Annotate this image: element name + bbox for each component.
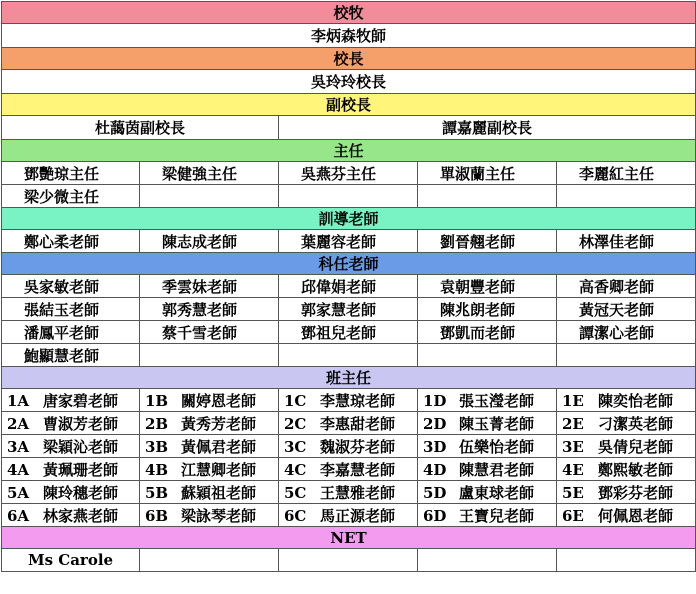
class-teacher-name: 黃佩君老師 — [181, 437, 257, 456]
staff-table — [1, 1, 696, 572]
heads-cell: 李麗紅主任 — [557, 162, 696, 185]
table-row — [2, 504, 696, 527]
class-teacher-name: 蘇穎祖老師 — [181, 483, 257, 502]
heads-cell: 鄧艷琼主任 — [2, 162, 140, 185]
subject-cell — [279, 344, 418, 367]
principal-row — [2, 24, 696, 48]
class-teacher-cell — [140, 458, 279, 481]
heads-cell — [140, 185, 279, 208]
class-code: 2D — [423, 414, 447, 433]
subject-cell: 蔡千雪老師 — [140, 321, 279, 344]
class-teacher-cell — [140, 412, 279, 435]
headmaster-name: 吳玲玲校長 — [2, 70, 696, 94]
class-teacher-name: 鄧彩芬老師 — [598, 483, 674, 502]
subject-header-row — [2, 253, 696, 275]
class-teacher-name: 吳倩兒老師 — [598, 437, 674, 456]
class-code: 6A — [7, 506, 30, 525]
net-cell — [557, 549, 696, 572]
class-code: 4B — [145, 460, 169, 479]
class-code: 4C — [284, 460, 307, 479]
class-code: 3C — [284, 437, 307, 456]
class-code: 4A — [7, 460, 30, 479]
class-code: 3D — [423, 437, 447, 456]
class-teacher-name: 江慧卿老師 — [181, 460, 257, 479]
class-teacher-name: 黃珮珊老師 — [43, 460, 119, 479]
class-code: 6C — [284, 506, 307, 525]
class-teacher-cell — [557, 481, 696, 504]
class-code: 1E — [562, 391, 584, 410]
class-code: 6B — [145, 506, 169, 525]
class-code: 1B — [145, 391, 169, 410]
class-teacher-cell — [557, 504, 696, 527]
class-teacher-cell — [418, 458, 557, 481]
class-teacher-name: 何佩恩老師 — [598, 506, 674, 525]
class-teacher-cell — [557, 412, 696, 435]
table-row — [2, 344, 696, 367]
heads-cell: 單淑蘭主任 — [418, 162, 557, 185]
subject-header: 科任老師 — [2, 253, 696, 275]
class-code: 2A — [7, 414, 30, 433]
class-code: 5B — [145, 483, 169, 502]
vice-header: 副校長 — [2, 94, 696, 116]
class-teacher-name: 梁詠琴老師 — [181, 506, 257, 525]
class-teacher-cell — [140, 389, 279, 412]
class-teacher-name: 陳慧君老師 — [459, 460, 535, 479]
discipline-cell: 陳志成老師 — [140, 230, 279, 253]
class-teacher-name: 魏淑芬老師 — [320, 437, 396, 456]
class-code: 4D — [423, 460, 447, 479]
class-teacher-cell — [557, 458, 696, 481]
heads-cell: 梁健強主任 — [140, 162, 279, 185]
class-teacher-cell — [140, 504, 279, 527]
vice-name: 譚嘉麗副校長 — [279, 116, 696, 140]
class_teachers-header-row — [2, 367, 696, 389]
table-row — [2, 481, 696, 504]
class-code: 2B — [145, 414, 169, 433]
class-teacher-name: 唐家碧老師 — [43, 391, 119, 410]
headmaster-row — [2, 70, 696, 94]
class-code: 5A — [7, 483, 30, 502]
class-teacher-cell — [418, 389, 557, 412]
class-code: 1D — [423, 391, 447, 410]
table-row — [2, 230, 696, 253]
subject-cell: 鮑顯慧老師 — [2, 344, 140, 367]
class-teacher-name: 關婷恩老師 — [181, 391, 257, 410]
heads-cell: 梁少微主任 — [2, 185, 140, 208]
class-code: 2C — [284, 414, 307, 433]
net-cell — [418, 549, 557, 572]
table-row — [2, 549, 696, 572]
vice-row — [2, 116, 696, 140]
headmaster-header: 校長 — [2, 48, 696, 70]
subject-cell — [418, 344, 557, 367]
class-teacher-name: 李慧琼老師 — [320, 391, 396, 410]
net-header-row — [2, 527, 696, 549]
subject-cell: 高香卿老師 — [557, 275, 696, 298]
class-teacher-cell — [2, 412, 140, 435]
discipline-cell: 劉晉翹老師 — [418, 230, 557, 253]
table-row — [2, 162, 696, 185]
class-code: 4E — [562, 460, 584, 479]
discipline-header-row — [2, 208, 696, 230]
net-cell: Ms Carole — [2, 549, 140, 572]
discipline-cell: 林澤佳老師 — [557, 230, 696, 253]
class-teacher-cell — [418, 412, 557, 435]
heads-cell — [279, 185, 418, 208]
class-teacher-name: 張玉瀅老師 — [459, 391, 535, 410]
class-code: 6D — [423, 506, 447, 525]
subject-cell — [140, 344, 279, 367]
vice-name: 杜藹茵副校長 — [2, 116, 279, 140]
class-teacher-cell — [279, 435, 418, 458]
subject-cell: 季雲妹老師 — [140, 275, 279, 298]
table-row — [2, 412, 696, 435]
principal-header: 校牧 — [2, 2, 696, 24]
class-teacher-cell — [279, 481, 418, 504]
class-teacher-name: 王慧雅老師 — [320, 483, 396, 502]
subject-cell — [557, 344, 696, 367]
class-teacher-name: 曹淑芳老師 — [43, 414, 119, 433]
principal-header-row — [2, 2, 696, 24]
class-teacher-cell — [418, 435, 557, 458]
class-teacher-name: 林家燕老師 — [43, 506, 119, 525]
class-teacher-cell — [557, 435, 696, 458]
headmaster-header-row — [2, 48, 696, 70]
subject-cell: 郭家慧老師 — [279, 298, 418, 321]
class-code: 1C — [284, 391, 307, 410]
class-teacher-name: 馬正源老師 — [320, 506, 396, 525]
subject-cell: 袁朝豐老師 — [418, 275, 557, 298]
table-row — [2, 185, 696, 208]
class-code: 5D — [423, 483, 447, 502]
net-cell — [279, 549, 418, 572]
class-teacher-name: 陳玲穗老師 — [43, 483, 119, 502]
heads-header-row — [2, 140, 696, 162]
class-code: 5E — [562, 483, 584, 502]
subject-cell: 張結玉老師 — [2, 298, 140, 321]
subject-cell: 潘鳳平老師 — [2, 321, 140, 344]
class-code: 5C — [284, 483, 307, 502]
table-row — [2, 458, 696, 481]
subject-cell: 黃冠天老師 — [557, 298, 696, 321]
subject-cell: 邱偉娟老師 — [279, 275, 418, 298]
class-teacher-cell — [140, 481, 279, 504]
class-teacher-name: 李嘉慧老師 — [320, 460, 396, 479]
net-header: NET — [2, 527, 696, 549]
table-row — [2, 321, 696, 344]
subject-cell: 鄧凱而老師 — [418, 321, 557, 344]
subject-cell: 鄧祖兒老師 — [279, 321, 418, 344]
net-cell — [140, 549, 279, 572]
class-teacher-name: 梁穎沁老師 — [43, 437, 119, 456]
heads-cell — [418, 185, 557, 208]
class-teacher-cell — [2, 481, 140, 504]
class-teacher-cell — [279, 389, 418, 412]
discipline-cell: 葉麗容老師 — [279, 230, 418, 253]
class_teachers-header: 班主任 — [2, 367, 696, 389]
class-teacher-cell — [279, 504, 418, 527]
class-teacher-name: 鄭熙敏老師 — [598, 460, 674, 479]
discipline-header: 訓導老師 — [2, 208, 696, 230]
class-teacher-name: 王寶兒老師 — [459, 506, 535, 525]
class-teacher-name: 李惠甜老師 — [320, 414, 396, 433]
discipline-cell: 鄭心柔老師 — [2, 230, 140, 253]
heads-cell: 吳燕芬主任 — [279, 162, 418, 185]
heads-header: 主任 — [2, 140, 696, 162]
class-teacher-name: 陳玉菁老師 — [459, 414, 535, 433]
class-teacher-cell — [140, 435, 279, 458]
class-teacher-cell — [2, 504, 140, 527]
class-teacher-cell — [2, 389, 140, 412]
class-code: 1A — [7, 391, 30, 410]
table-row — [2, 389, 696, 412]
heads-cell — [557, 185, 696, 208]
class-teacher-name: 刁潔英老師 — [598, 414, 674, 433]
subject-cell: 吳家敏老師 — [2, 275, 140, 298]
class-teacher-cell — [2, 435, 140, 458]
class-teacher-name: 盧東球老師 — [459, 483, 535, 502]
table-row — [2, 298, 696, 321]
table-row — [2, 435, 696, 458]
class-code: 3A — [7, 437, 30, 456]
principal-name: 李炳森牧師 — [2, 24, 696, 48]
class-code: 6E — [562, 506, 584, 525]
class-teacher-name: 陳奕怡老師 — [598, 391, 674, 410]
subject-cell: 郭秀慧老師 — [140, 298, 279, 321]
table-row — [2, 275, 696, 298]
subject-cell: 譚潔心老師 — [557, 321, 696, 344]
class-code: 2E — [562, 414, 584, 433]
class-teacher-name: 伍樂怡老師 — [459, 437, 535, 456]
class-teacher-cell — [279, 412, 418, 435]
subject-cell: 陳兆朗老師 — [418, 298, 557, 321]
class-teacher-cell — [418, 481, 557, 504]
vice-header-row — [2, 94, 696, 116]
class-teacher-cell — [2, 458, 140, 481]
class-code: 3E — [562, 437, 584, 456]
class-teacher-cell — [418, 504, 557, 527]
class-teacher-name: 黃秀芳老師 — [181, 414, 257, 433]
class-teacher-cell — [279, 458, 418, 481]
class-code: 3B — [145, 437, 169, 456]
class-teacher-cell — [557, 389, 696, 412]
